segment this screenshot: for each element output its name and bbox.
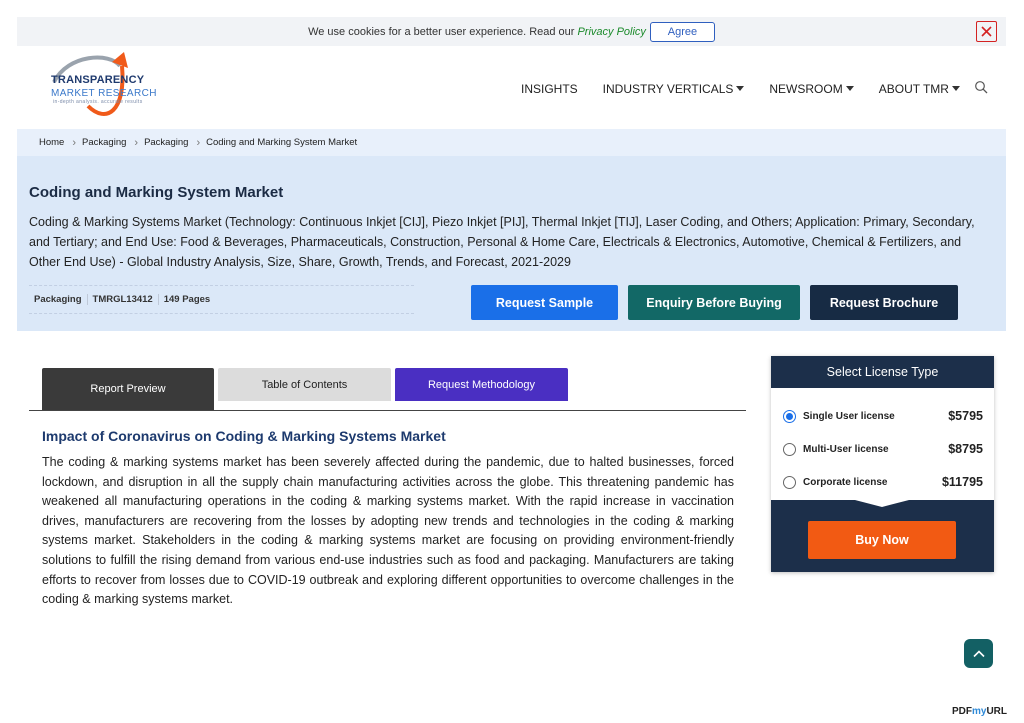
watermark-my: my [972,706,987,717]
search-icon[interactable] [974,80,988,97]
license-option-multi[interactable] [783,442,983,456]
breadcrumb-home[interactable]: Home [39,137,65,148]
license-label: Corporate license [803,476,888,488]
back-to-top-button[interactable] [964,639,993,668]
agree-button[interactable]: Agree [650,22,715,42]
tab-divider [29,410,746,411]
logo-line-1: TRANSPARENCY [51,74,145,86]
nav-newsroom[interactable] [769,82,853,96]
privacy-policy-link[interactable]: Privacy Policy [577,25,646,38]
license-option-single[interactable] [783,409,983,423]
chevron-down-icon [952,86,960,91]
license-panel [771,356,994,572]
radio-selected-icon[interactable] [783,410,796,423]
nav-newsroom-label: NEWSROOM [769,81,843,96]
breadcrumb [17,129,1006,156]
nav-about-label: ABOUT TMR [878,81,949,96]
chevron-down-icon [846,86,854,91]
tab-table-of-contents[interactable]: Table of Contents [218,368,391,401]
nav-insights[interactable] [521,82,578,96]
close-icon[interactable] [976,21,997,42]
radio-icon[interactable] [783,476,796,489]
report-code: TMRGL13412 [87,294,158,305]
license-label: Single User license [803,410,895,422]
tab-report-preview[interactable]: Report Preview [42,368,214,410]
main-nav [521,80,988,97]
license-price: $5795 [948,409,983,423]
buy-now-button[interactable]: Buy Now [808,521,956,559]
cookie-bar [17,17,1006,46]
enquiry-before-buying-button[interactable]: Enquiry Before Buying [628,285,800,320]
radio-icon[interactable] [783,443,796,456]
report-meta [29,285,414,314]
request-sample-button[interactable]: Request Sample [471,285,618,320]
tab-request-methodology[interactable]: Request Methodology [395,368,568,401]
nav-industry-verticals[interactable] [603,82,745,96]
breadcrumb-current: Coding and Marking System Market [206,137,358,148]
license-price: $8795 [948,442,983,456]
report-category[interactable]: Packaging [34,294,82,305]
nav-insights-label: INSIGHTS [521,81,578,96]
logo-line-2: MARKET RESEARCH [51,88,157,99]
report-description: Coding & Marking Systems Market (Technology: Continuous Inkjet [CIJ], Piezo Inkjet [PIJ], Thermal Inkjet [TIJ], Laser Coding, and Others; Application: Primary, Secondary, and Tertiary; and End Use: Food & Beverages, Pharmaceuticals, Construction, Personal & Home Care, Electricals & Electronics, Automotive, Chemical & Fertilizers, and Other End Use) - Global Industry Analysis, Size, Share, Growth, Trends, and Forecast, 2021-2029 [29,215,975,269]
breadcrumb-packaging-sub[interactable]: Packaging [144,137,189,148]
logo[interactable] [48,52,158,122]
report-pages: 149 Pages [158,294,215,305]
watermark-pdf: PDF [952,706,972,717]
chevron-down-icon [736,86,744,91]
pdfmyurl-watermark [952,706,1007,717]
chevron-right-icon: › [72,136,77,149]
cookie-text: We use cookies for a better user experience. Read our [308,25,575,38]
license-price: $11795 [941,475,983,489]
logo-tagline: in-depth analysis. accurate results [53,99,143,105]
breadcrumb-packaging[interactable]: Packaging [82,137,127,148]
license-header: Select License Type [771,356,994,388]
chevron-right-icon: › [196,136,201,149]
chevron-up-icon [971,646,987,662]
logo-swoosh-icon [48,52,158,122]
report-hero [17,156,1006,331]
page-title: Coding and Marking System Market [29,184,284,201]
section-heading: Impact of Coronavirus on Coding & Marking Systems Market [42,428,446,444]
license-notch [855,500,909,507]
nav-industry-label: INDUSTRY VERTICALS [602,81,734,96]
license-label: Multi-User license [803,443,889,455]
section-paragraph: The coding & marking systems market has been severely affected during the pandemic, due to halted businesses, forced lockdown, and disruption in all the supply chain manufacturing activities across the globe. This threatening pandemic has weakened all manufacturing operations in the coding & marking systems market. With the rapid increase in vaccination drives, manufacturers are recovering from the losses by adopting new trends and technologies in the coding & marking systems market. Stakeholders in the coding & marking systems market are focusing on providing environment-friendly solutions to fulfill the rising demand from various end-use industries such as food and packaging. Manufacturers are taking efforts to recover from losses due to COVID-19 outbreak and exploring different opportunities to overcome challenges in the coding & marking systems market. [42,455,734,607]
license-option-corporate[interactable] [783,475,983,489]
chevron-right-icon: › [134,136,139,149]
request-brochure-button[interactable]: Request Brochure [810,285,958,320]
nav-about[interactable] [879,82,960,96]
watermark-url: URL [986,706,1008,717]
